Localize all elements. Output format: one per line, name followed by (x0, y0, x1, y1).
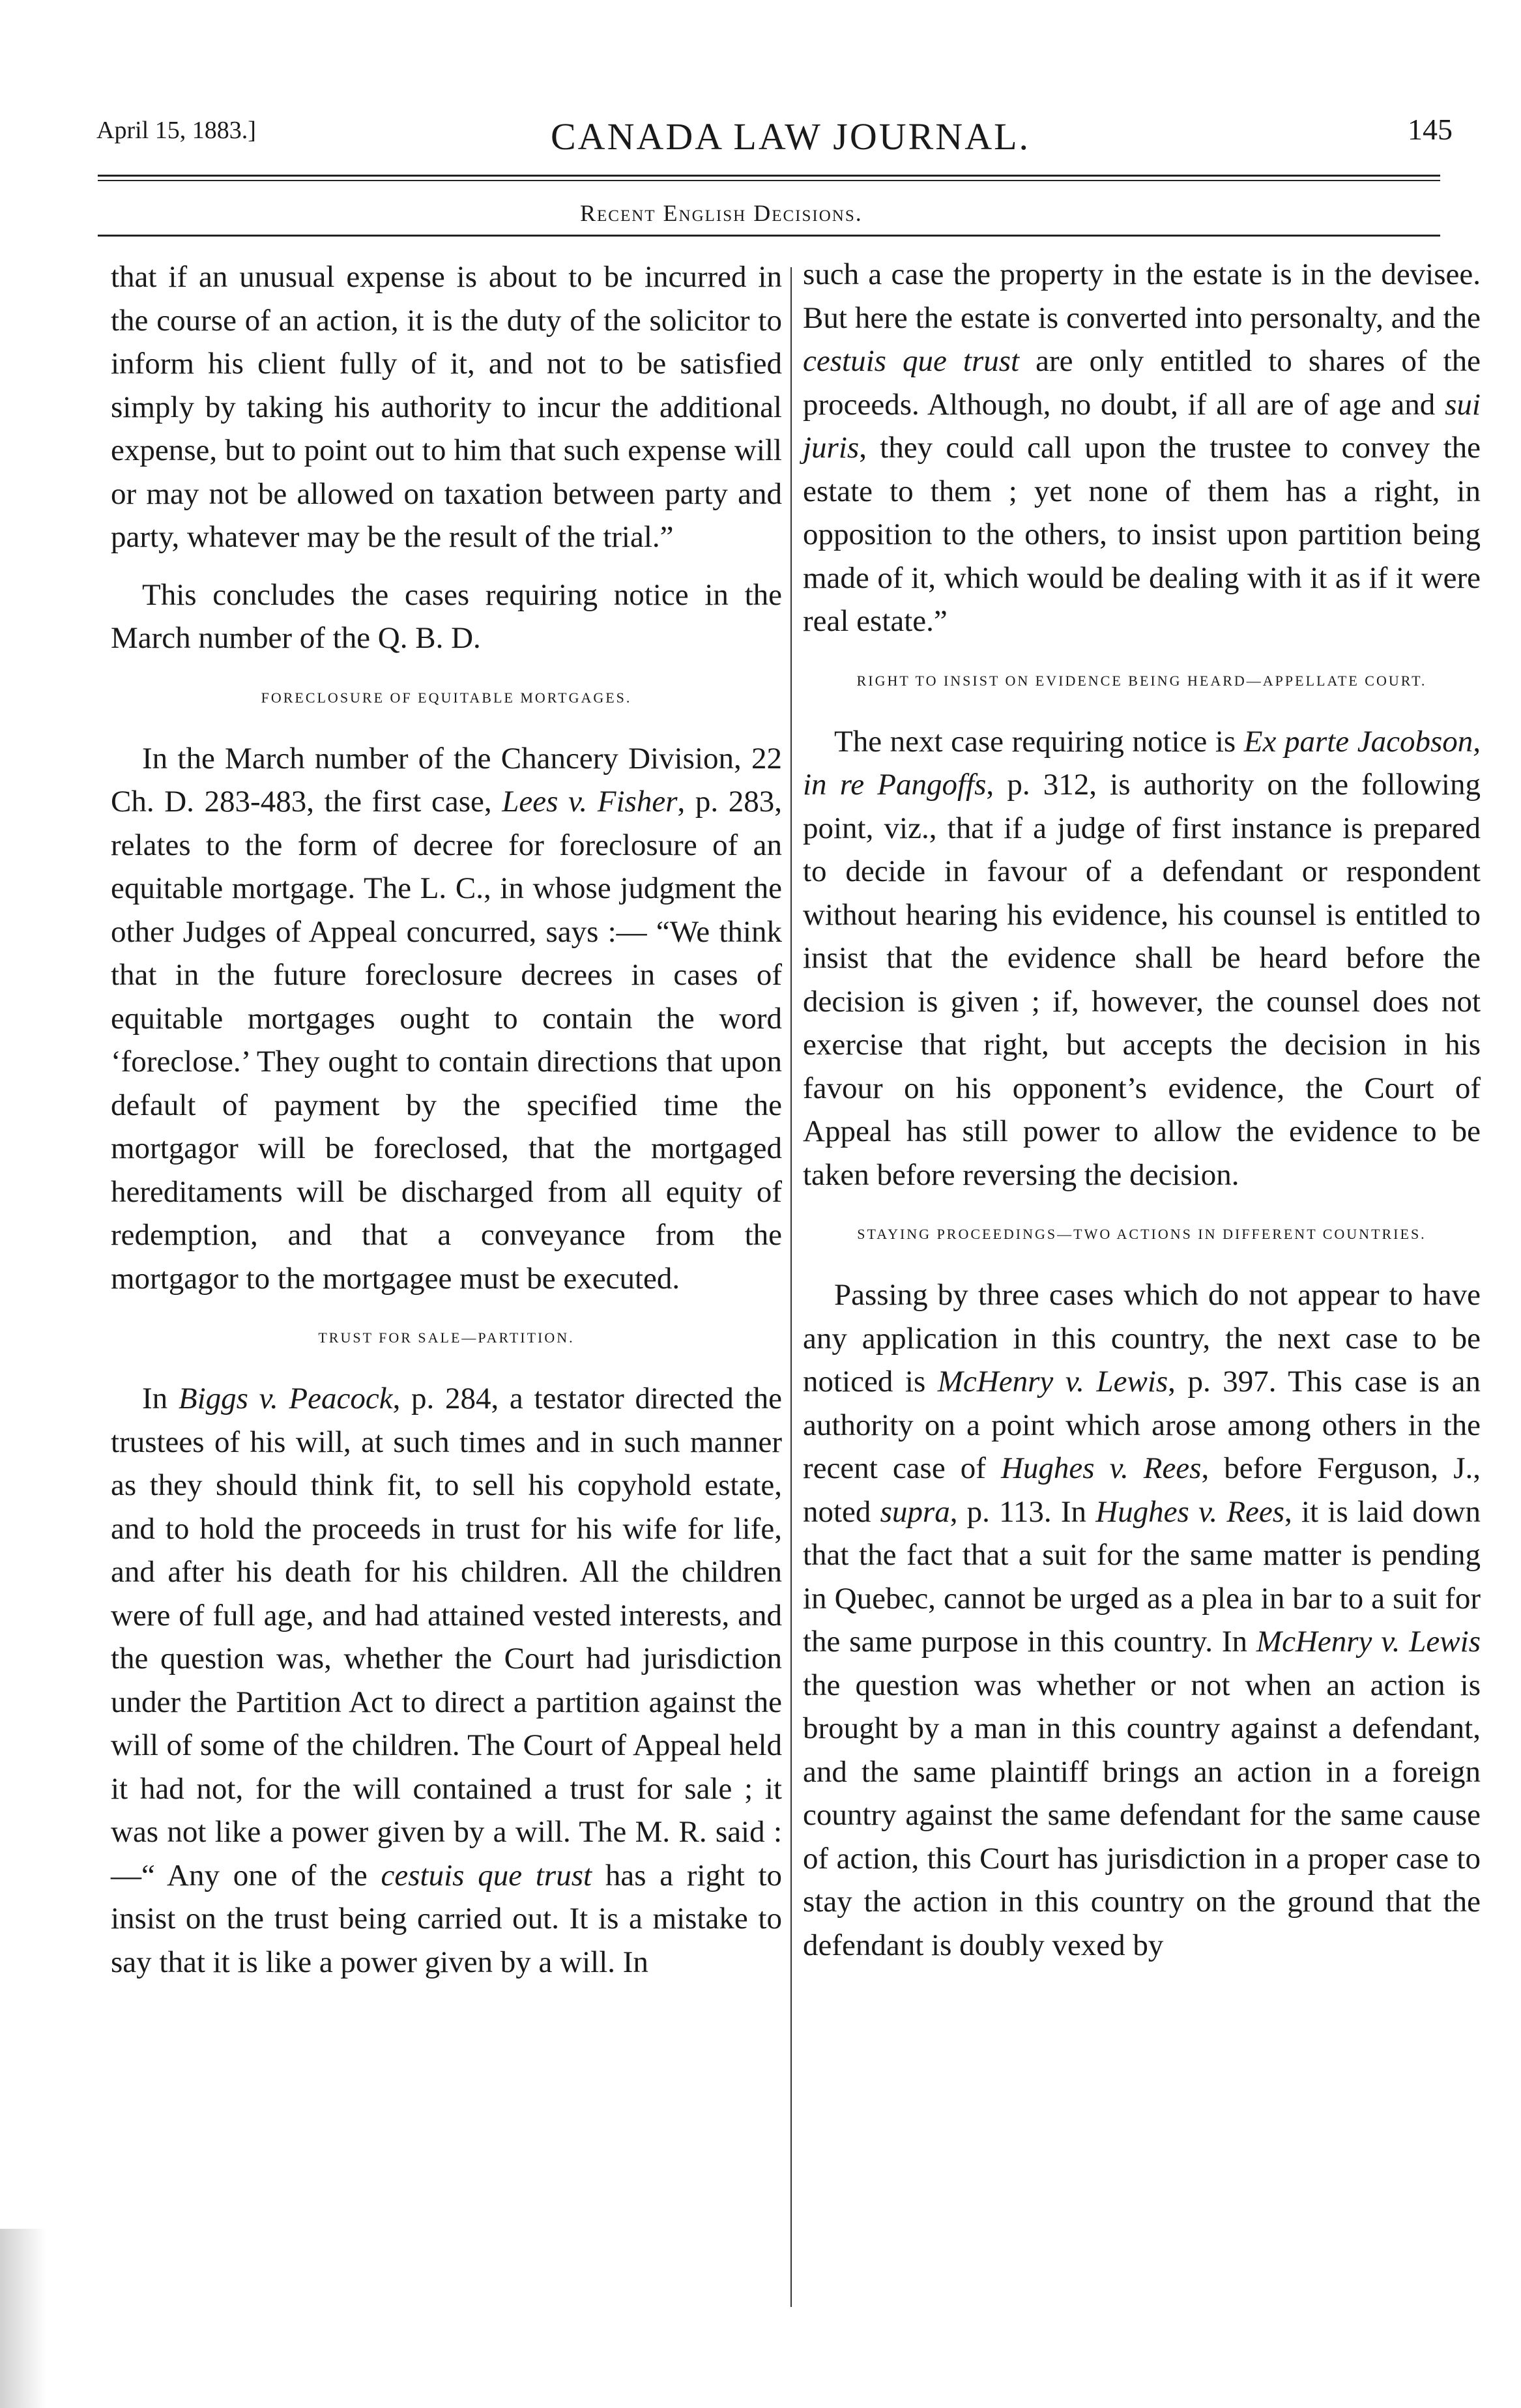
paragraph: In the March number of the Chancery Division, 22 Ch. D. 283-483, the first case, Lees v. Fisher, p. 283, relates to the form of decree for foreclosure of an equitable mortgage. The L. C., in whose judgment the other Judges of Appeal concurred, says :— “We think that in the future foreclosure decrees in cases of equitable mortgages ought to contain the word ‘foreclose.’ They ought to contain directions that upon default of payment by the specified time the mortgagor will be foreclosed, that the mortgaged hereditaments will be discharged from all equity of redemption, and that a conveyance from the mortgagor to the mortgagee must be executed. (111, 741, 782, 1296)
right-column (803, 253, 1481, 1967)
case-name: Biggs v. Peacock (178, 1382, 393, 1415)
paragraph: In Biggs v. Peacock, p. 284, a testator directed the trustees of his will, at such times and in such manner as they should think fit, to sell his copyhold estate, and to hold the proceeds in trust for his wife for life, and after his death for his children. All the children were of full age, and had attained vested interests, and the question was, whether the Court had jurisdiction under the Partition Act to direct a partition against the will of some of the children. The Court of Appeal held it had not, for the will contained a trust for sale ; it was not like a power given by a will. The M. R. said :—“ Any one of the cestuis que trust has a right to insist on the trust being carried out. It is a mistake to say that it is like a power given by a will. In (111, 1382, 783, 1979)
subheading: STAYING PROCEEDINGS—TWO ACTIONS IN DIFFERENT COUNTRIES. (857, 1226, 1427, 1242)
header-rule-top (98, 175, 1440, 177)
case-name: Hughes v. Rees (1095, 1494, 1285, 1529)
italic-term: cestuis que trust (381, 1858, 592, 1893)
section-title: Recent English Decisions. (580, 200, 863, 226)
issue-date: April 15, 1883.] (96, 117, 256, 144)
journal-title: CANADA LAW JOURNAL. (551, 115, 1031, 158)
page-number: 145 (1408, 113, 1453, 146)
subheading: RIGHT TO INSIST ON EVIDENCE BEING HEARD—APPELLATE COURT. (856, 672, 1427, 689)
paragraph: Passing by three cases which do not appear to have any application in this country, the next case to be noticed is McHenry v. Lewis, p. 397. This case is an authority on a point which arose among others in the recent case of Hughes v. Rees, before Ferguson, J., noted supra, p. 113. In Hughes v. Rees, it is laid down that the fact that a suit for the same matter is pending in Quebec, cannot be urged as a plea in bar to a suit for the same purpose in this country. In McHenry v. Lewis the question was whether or not when an action is brought by a man in this country against a defendant, and the same plaintiff brings an action in a foreign country against the same defendant for the same cause of action, this Court has jurisdiction in a proper case to stay the action in this country on the ground that the defendant is doubly vexed by (803, 1278, 1481, 1962)
header-rule-double (98, 180, 1440, 181)
scan-edge-smudge (0, 2229, 46, 2408)
section-rule (98, 235, 1440, 237)
paragraph: The next case requiring notice is Ex parte Jacobson, in re Pangoffs, p. 312, is authority on the following point, viz., that if a judge of first instance is prepared to decide in favour of a defendant or respondent without hearing his evidence, his counsel is entitled to insist that the evidence shall be heard before the decision is given ; if, however, the counsel does not exercise that right, but accepts the decision in his favour on his opponent’s evidence, the Court of Appeal has still power to allow the evidence to be taken before reversing the decision. (803, 724, 1481, 1192)
subheading: FORECLOSURE OF EQUITABLE MORTGAGES. (261, 689, 632, 706)
paragraph: such a case the property in the estate is in the devisee. But here the estate is converted into personalty, and the cestuis que trust are only entitled to shares of the proceeds. Although, no doubt, if all are of age and sui juris, they could call upon the trustee to convey the estate to them ; yet none of them has a right, in opposition to the others, to insist upon partition being made of it, which would be dealing with it as if it were real estate.” (803, 257, 1481, 638)
paragraph: that if an unusual expense is about to be incurred in the course of an action, it is the duty of the solicitor to inform his client fully of it, and not to be satisfied simply by taking his authority to incur the additional expense, but to point out to him that such expense will or may not be allowed on taxation between party and party, whatever may be the result of the trial.” (111, 260, 782, 554)
italic-term: sui juris (803, 387, 1481, 465)
subheading: TRUST FOR SALE—PARTITION. (318, 1329, 575, 1346)
case-name: Ex parte Jacobson, in re Pangoffs (803, 724, 1481, 802)
italic-term: cestuis que trust (803, 344, 1020, 378)
case-name: McHenry v. Lewis (937, 1365, 1168, 1399)
paragraph: This concludes the cases requiring notice in the March number of the Q. B. D. (111, 577, 782, 655)
column-divider (790, 267, 792, 2307)
case-name: Lees v. Fisher (502, 785, 678, 819)
case-name: Hughes v. Rees (1000, 1451, 1202, 1485)
left-column (111, 255, 782, 1984)
case-name: McHenry v. Lewis (1256, 1625, 1481, 1659)
italic-term: supra (880, 1494, 950, 1529)
